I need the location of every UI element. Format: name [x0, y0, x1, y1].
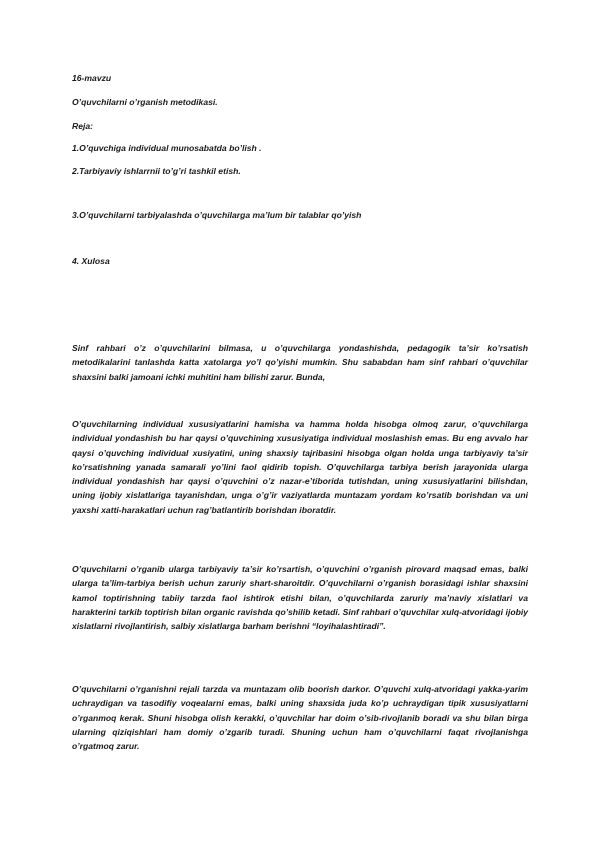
- plan-item: 2.Tarbiyaviy ishlarrnii to’g’ri tashkil etish.: [72, 166, 241, 176]
- body-paragraph: O’quvchilarni o’rganib ularga tarbiyaviy ta’sir ko’rsartish, o’quvchini o’rganish pirovard maqsad emas, balki ularga ta’lim-tarbiya berish uchun zaruriy shart-sharoitdir. O’quvchilarni o’rganish borasidagi ishlar shaxsini kamol toptirishning tabiiy tarzda faol ishtirok etishi bilan, o’quvchilarda zaruriy ma’naviy xislatlari va harakterini tarkib toptirish bilan organic ravishda qo’shilib ketadi. Sinf rahbari o’quvchilar xulq-atvoridagi ijobiy xislatlarni rivojlantirish, salbiy xislatlarga barham berishni “loyihalashtiradi”.: [72, 564, 528, 632]
- plan-item: 3.O’quvchilarni tarbiyalashda o’quvchilarga ma’lum bir talablar qo’yish: [72, 210, 362, 220]
- plan-item: 1.O’quvchiga individual munosabatda bo’lish .: [72, 143, 262, 153]
- plan-item: 4. Xulosa: [72, 256, 110, 266]
- topic-number: 16-mavzu: [72, 73, 112, 83]
- body-paragraph: Sinf rahbari o’z o’quvchilarini bilmasa, u o’quvchilarga yondashishda, pedagogik ta’sir ko’rsatish metodikalarini tanlashda katta xatolarga yo’l qo’yishi mumkin. Shu sababdan ham sinf rahbari o’quvchilar shaxsini balki jamoani ichki muhitini ham bilishi zarur. Bunda,: [72, 343, 528, 382]
- document-title: O’quvchilarni o’rganish metodikasi.: [72, 97, 218, 107]
- plan-label: Reja:: [72, 121, 94, 131]
- body-paragraph: O’quvchilarni o’rganishni rejali tarzda va muntazam olib boorish darkor. O’quvchi xulq-atvoridagi yakka-yarim uchraydigan va tasodifiy voqealarni emas, balki uning shaxsida juda ko’p uchraydigan tipik xususiyatlarni o’rganmoq kerak. Shuni hisobga olish kerakki, o’quvchilar har doim o’sib-rivojlanib boradi va shu bilan birga ularning qiziqishlari ham domiy o’zgarib turadi. Shuning uchun ham o’quvchilarni faqat rivojlanishga o’rgatmoq zarur.: [72, 684, 528, 752]
- body-paragraph: O’quvchilarning individual xususiyatlarini hamisha va hamma holda hisobga olmoq zarur, o’quvchilarga individual yondashish bu har qaysi o’quvchining xususiyatiga individual moslashish emas. Bu eng avvalo har qaysi o’quvching individual xusiyatini, uning shaxsiy tajribasini hisobga olgan holda unga tarbiyaviy ta’sir ko’rsatishning yanada samarali yo’lini faol qidirib topish. O’quvchilarga tarbiya berish jarayonida ularga individual yondashish har qaysi o’quvchini o’z nazar-e’tiborida tutishdan, uning xususiyatlarini bilishdan, uning ijobiy xislatlariga tayanishdan, unga o’g’ir vaziyatlarda muntazam yordam ko’rsatib borishdan va uni yaxshi xatti-harakatlari uchun rag’batlantirib borishdan iboratdir.: [72, 419, 528, 515]
